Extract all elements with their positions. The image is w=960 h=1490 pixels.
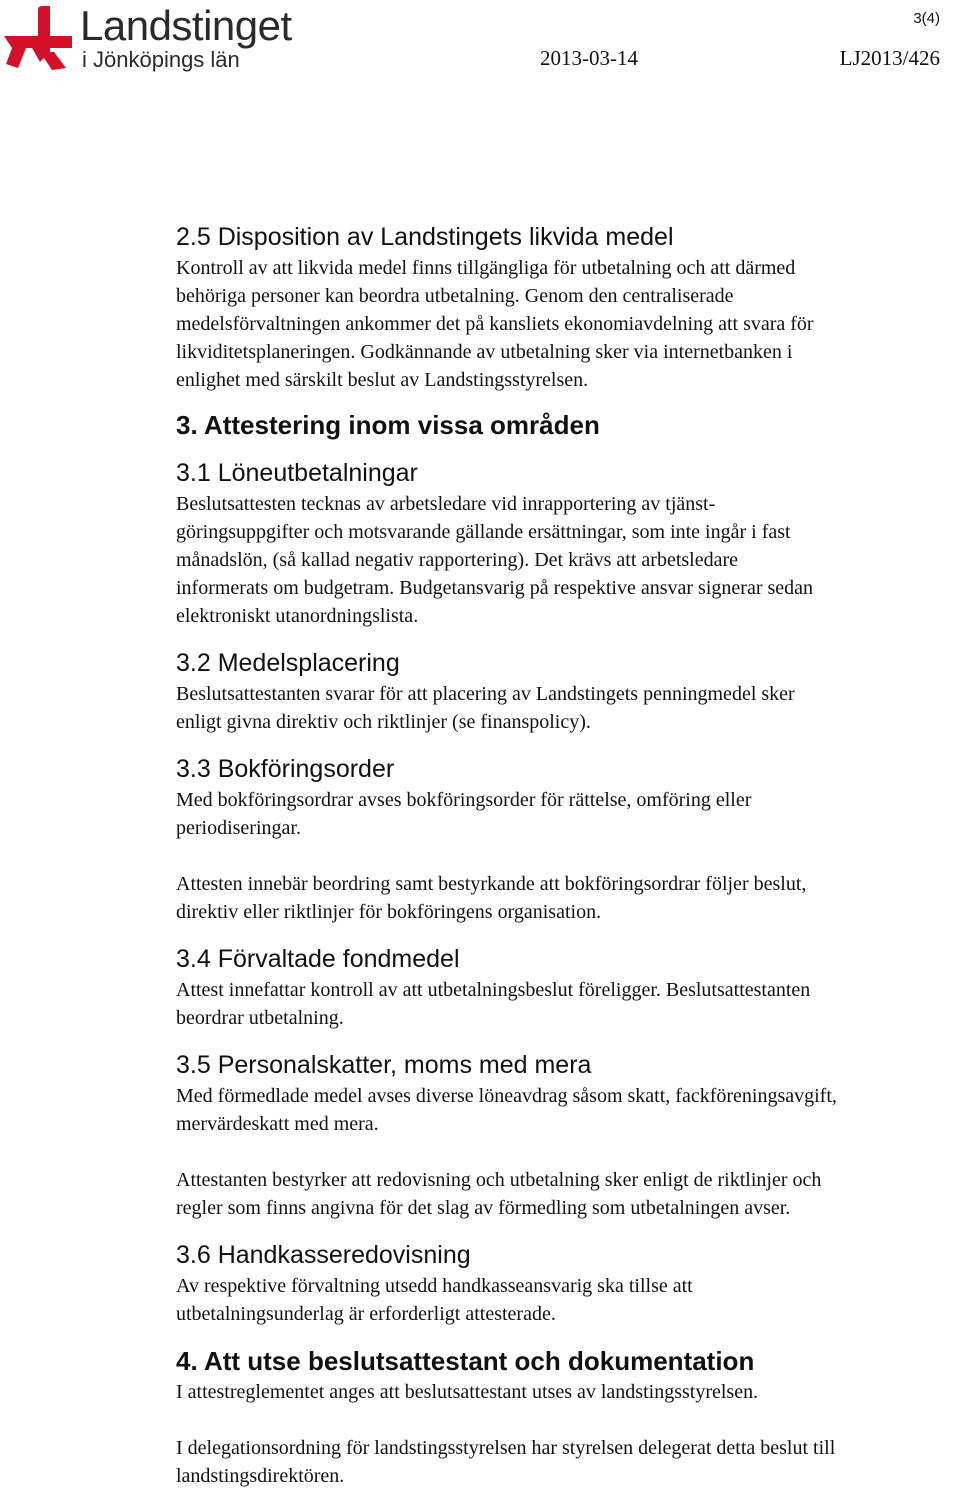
heading-3-5: 3.5 Personalskatter, moms med mera [176, 1051, 592, 1079]
heading-4: 4. Att utse beslutsattestant och dokumentation [176, 1346, 755, 1376]
logo [0, 0, 320, 80]
document-reference: LJ2013/426 [839, 46, 940, 70]
landstinget-logo-icon [0, 2, 76, 72]
document-body [176, 220, 960, 1490]
logo-subtitle: i Jönköpings län [82, 47, 240, 72]
heading-3-3: 3.3 Bokföringsorder [176, 755, 395, 783]
paragraph-3-4: Attest innefattar kontroll av att utbetalningsbeslut föreligger. Beslutsattestanten beordrar utbetalning. [176, 979, 811, 1029]
heading-3-1: 3.1 Löneutbetalningar [176, 459, 418, 487]
page-number: 3(4) [913, 10, 940, 27]
document-date: 2013-03-14 [540, 46, 638, 70]
paragraph-3-1: Beslutsattesten tecknas av arbetsledare vid inrapportering av tjänst- göringsuppgifter och motsvarande gällande ersättningar, som inte ingår i fast månadslön, (så kallad negativ rapportering). Det krävs att arbetsledare informerats om budgetram. Budgetansvarig på respektive ansvar signerar sedan elektroniskt utanordningslista. [176, 493, 814, 627]
logo-name: Landstinget [80, 2, 292, 49]
paragraph-3-3b: Attesten innebär beordring samt bestyrkande att bokföringsordrar följer beslut, direktiv eller riktlinjer för bokföringens organisation. [176, 873, 807, 923]
paragraph-3-6: Av respektive förvaltning utsedd handkasseansvarig ska tillse att utbetalningsunderlag är erforderligt attesterade. [176, 1275, 693, 1325]
heading-3-6: 3.6 Handkasseredovisning [176, 1241, 471, 1269]
heading-2-5: 2.5 Disposition av Landstingets likvida medel [176, 223, 674, 251]
paragraph-3-3a: Med bokföringsordrar avses bokföringsorder för rättelse, omföring eller periodiseringar. [176, 789, 752, 839]
heading-3-4: 3.4 Förvaltade fondmedel [176, 945, 460, 973]
paragraph-4a: I attestreglementet anges att beslutsattestant utses av landstingsstyrelsen. [176, 1381, 759, 1403]
heading-3: 3. Attestering inom vissa områden [176, 410, 600, 440]
paragraph-2-5: Kontroll av att likvida medel finns tillgängliga för utbetalning och att därmed behöriga personer kan beordra utbetalning. Genom den centraliserade medelsförvaltningen ankommer det på kansliets ekonomiavdelning att svara för likviditetsplaneringen. Godkännande av utbetalning sker via internetbanken i enlighet med särskilt beslut av Landstingsstyrelsen. [176, 257, 814, 391]
paragraph-3-5b: Attestanten bestyrker att redovisning och utbetalning sker enligt de riktlinjer och regler som finns angivna för det slag av förmedling som utbetalningen avser. [176, 1169, 822, 1219]
paragraph-4b: I delegationsordning för landstingsstyrelsen har styrelsen delegerat detta beslut till landstingsdirektören. [176, 1437, 836, 1487]
heading-3-2: 3.2 Medelsplacering [176, 649, 400, 677]
paragraph-3-5a: Med förmedlade medel avses diverse löneavdrag såsom skatt, fackföreningsavgift, mervärdeskatt med mera. [176, 1085, 837, 1135]
paragraph-3-2: Beslutsattestanten svarar för att placering av Landstingets penningmedel sker enligt givna direktiv och riktlinjer (se finanspolicy). [176, 683, 795, 733]
